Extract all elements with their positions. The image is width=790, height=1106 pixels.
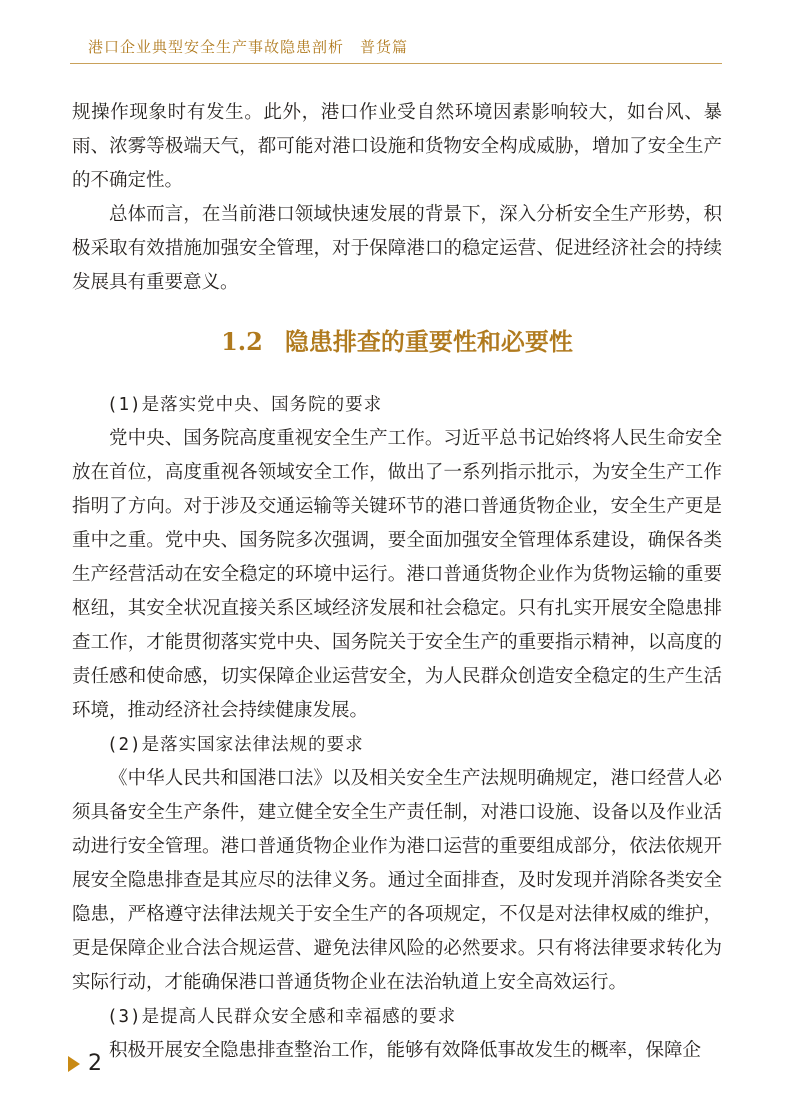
header-rule [70,63,722,64]
page-number: 2 [88,1051,102,1076]
running-head [88,36,408,57]
page-body [72,96,722,1068]
page-footer [68,1051,102,1076]
subheading-3: (3)是提高人民群众安全感和幸福感的要求 [107,1007,457,1027]
paragraph-summary: 总体而言，在当前港口领域快速发展的背景下，深入分析安全生产形势，积极采取有效措施加强安全管理，对于保障港口的稳定运营、促进经济社会的持续发展具有重要意义。 [72,204,722,293]
volume-label: 普货篇 [360,38,409,56]
section-title: 隐患排查的重要性和必要性 [284,327,573,356]
paragraph-sub3: 积极开展安全隐患排查整治工作，能够有效降低事故发生的概率，保障企 [109,1040,702,1061]
subheading-1: (1)是落实党中央、国务院的要求 [107,395,383,415]
paragraph-sub2: 《中华人民共和国港口法》以及相关安全生产法规明确规定，港口经营人必须具备安全生产条件，建立健全安全生产责任制，对港口设施、设备以及作业活动进行安全管理。港口普通货物企业作为港口运营的重要组成部分，依法依规开展安全隐患排查是其应尽的法律义务。通过全面排查，及时发现并消除各类安全隐患，严格遵守法律法规关于安全生产的各项规定，不仅是对法律权威的维护，更是保障企业合法合规运营、避免法律风险的必然要求。只有将法律要求转化为实际行动，才能确保港口普通货物企业在法治轨道上安全高效运行。 [72,768,722,993]
book-title: 港口企业典型安全生产事故隐患剖析 [88,38,345,56]
paragraph-continued: 规操作现象时有发生。此外，港口作业受自然环境因素影响较大，如台风、暴雨、浓雾等极端天气，都可能对港口设施和货物安全构成威胁，增加了安全生产的不确定性。 [72,102,722,191]
page-marker-icon [68,1056,80,1072]
section-heading [72,322,722,362]
section-number: 1.2 [221,327,263,356]
subheading-2: (2)是落实国家法律法规的要求 [107,735,364,755]
paragraph-sub1: 党中央、国务院高度重视安全生产工作。习近平总书记始终将人民生命安全放在首位，高度重视各领域安全工作，做出了一系列指示批示，为安全生产工作指明了方向。对于涉及交通运输等关键环节的港口普通货物企业，安全生产更是重中之重。党中央、国务院多次强调，要全面加强安全管理体系建设，确保各类生产经营活动在安全稳定的环境中运行。港口普通货物企业作为货物运输的重要枢纽，其安全状况直接关系区域经济发展和社会稳定。只有扎实开展安全隐患排查工作，才能贯彻落实党中央、国务院关于安全生产的重要指示精神，以高度的责任感和使命感，切实保障企业运营安全，为人民群众创造安全稳定的生产生活环境，推动经济社会持续健康发展。 [72,428,722,721]
